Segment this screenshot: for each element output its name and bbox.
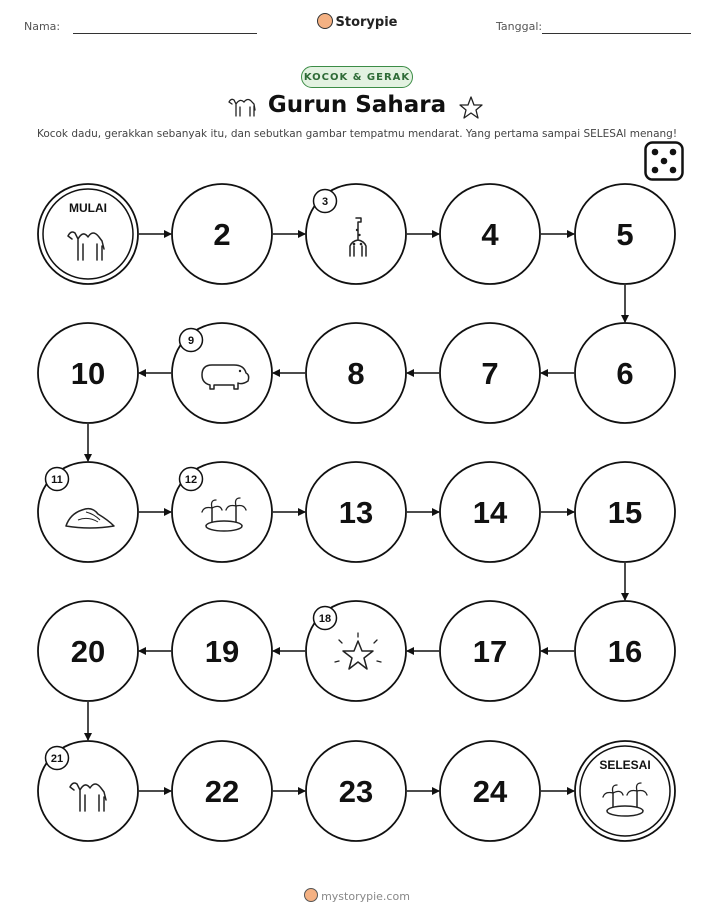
cell-number: 12: [184, 474, 198, 486]
cell-number: 7: [481, 356, 499, 391]
storypie-icon: [304, 888, 318, 902]
cell-number: 9: [187, 335, 195, 347]
finish-label: SELESAI: [599, 758, 651, 772]
name-label: Nama:: [24, 20, 61, 33]
cell-number: 3: [321, 196, 329, 208]
board-cell-6[interactable]: [575, 323, 675, 423]
cell-number: 8: [347, 356, 365, 391]
cell-number: 6: [616, 356, 634, 391]
cell-number: 21: [50, 753, 64, 765]
board-cell-22[interactable]: [172, 741, 272, 841]
cell-number: 4: [481, 217, 499, 252]
board-cell-4[interactable]: [440, 184, 540, 284]
board-cell-2[interactable]: [172, 184, 272, 284]
cell-number: 19: [204, 634, 240, 669]
cell-number: 22: [204, 774, 240, 809]
board-cell-10[interactable]: [38, 323, 138, 423]
footer: [0, 888, 714, 903]
page-title: Gurun Sahara: [267, 92, 447, 118]
cell-number: 2: [213, 217, 231, 252]
cell-number: 10: [70, 356, 106, 391]
board-cell-17[interactable]: [440, 601, 540, 701]
cell-number: 11: [51, 474, 63, 486]
cell-number: 23: [338, 774, 374, 809]
start-label: MULAI: [69, 201, 107, 215]
board-cells: [38, 184, 675, 841]
cell-number: 18: [318, 613, 332, 625]
board-cell-13[interactable]: [306, 462, 406, 562]
cell-circle: [575, 741, 675, 841]
board-cell-19[interactable]: [172, 601, 272, 701]
cell-number: 16: [607, 634, 643, 669]
cell-number: 14: [472, 495, 508, 530]
footer-url[interactable]: mystorypie.com: [321, 890, 410, 903]
board-cell-7[interactable]: [440, 323, 540, 423]
cell-number: 20: [70, 634, 106, 669]
date-label: Tanggal:: [496, 20, 543, 33]
cell-circle: [38, 184, 138, 284]
instructions: Kocok dadu, gerakkan sebanyak itu, dan sebutkan gambar tempatmu mendarat. Yang pertama sampai SELESAI menang!: [36, 128, 678, 140]
board-cell-3[interactable]: [306, 184, 406, 284]
brand-name: Storypie: [335, 15, 398, 30]
board-cell-23[interactable]: [306, 741, 406, 841]
board-cell-8[interactable]: [306, 323, 406, 423]
cell-number: 13: [338, 495, 374, 530]
board-cell-14[interactable]: [440, 462, 540, 562]
cell-number: 15: [607, 495, 643, 530]
start-cell[interactable]: [38, 184, 138, 284]
cell-number: 5: [616, 217, 634, 252]
board-cell-15[interactable]: [575, 462, 675, 562]
board-cell-11[interactable]: [38, 462, 138, 562]
board-cell-16[interactable]: [575, 601, 675, 701]
board-cell-21[interactable]: [38, 741, 138, 841]
board-cell-12[interactable]: [172, 462, 272, 562]
board-cell-9[interactable]: [172, 323, 272, 423]
cell-number: 17: [472, 634, 508, 669]
finish-cell[interactable]: [575, 741, 675, 841]
board-cell-18[interactable]: [306, 601, 406, 701]
board-cell-24[interactable]: [440, 741, 540, 841]
category-badge: KOCOK & GERAK: [301, 66, 413, 88]
cell-number: 24: [472, 774, 508, 809]
board-cell-5[interactable]: [575, 184, 675, 284]
board-cell-20[interactable]: [38, 601, 138, 701]
